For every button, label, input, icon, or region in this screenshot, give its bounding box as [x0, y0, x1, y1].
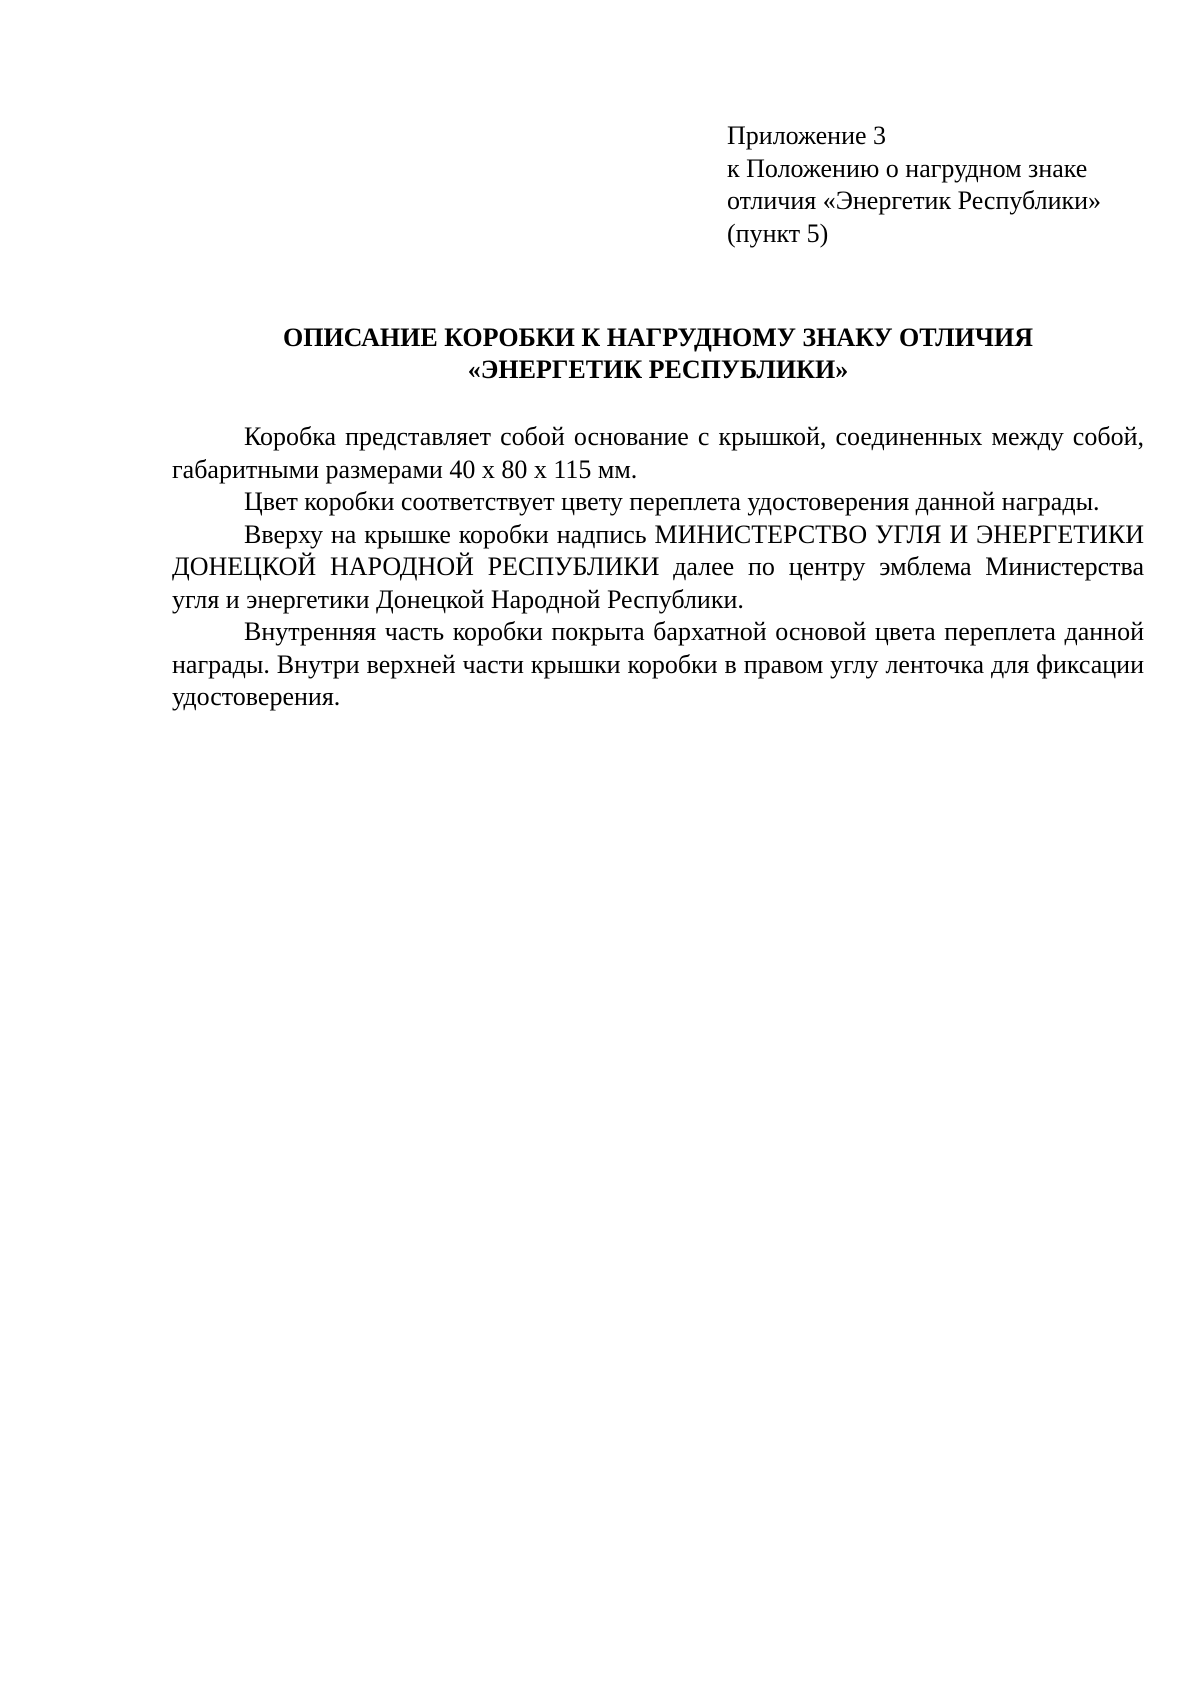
- title-line-1: ОПИСАНИЕ КОРОБКИ К НАГРУДНОМУ ЗНАКУ ОТЛИЧИЯ: [283, 323, 1033, 352]
- appendix-regulation-ref: к Положению о нагрудном знаке: [727, 153, 1088, 183]
- appendix-number: Приложение 3: [727, 121, 887, 150]
- document-title: [172, 322, 1144, 386]
- appendix-clause: (пункт 5): [727, 218, 829, 248]
- title-line-2: «ЭНЕРГЕТИК РЕСПУБЛИКИ»: [467, 355, 849, 384]
- paragraph-color: Цвет коробки соответствует цвету переплета удостоверения данной награды.: [244, 487, 1100, 516]
- appendix-award-name: отличия «Энергетик Республики»: [727, 186, 1102, 215]
- appendix-reference: [727, 120, 1167, 250]
- paragraph-interior: Внутренняя часть коробки покрыта бархатной основой цвета переплета данной награды. Внутри верхней части крышки коробки в правом углу ленточка для фиксации удостоверения.: [172, 617, 1144, 711]
- paragraph-dimensions: Коробка представляет собой основание с крышкой, соединенных между собой, габаритными размерами 40 х 80 х 115 мм.: [172, 422, 1144, 484]
- document-body: [172, 421, 1144, 714]
- paragraph-lid-inscription: Вверху на крышке коробки надпись МИНИСТЕРСТВО УГЛЯ И ЭНЕРГЕТИКИ ДОНЕЦКОЙ НАРОДНОЙ РЕСПУБЛИКИ далее по центру эмблема Министерства угля и энергетики Донецкой Народной Республики.: [172, 519, 1144, 614]
